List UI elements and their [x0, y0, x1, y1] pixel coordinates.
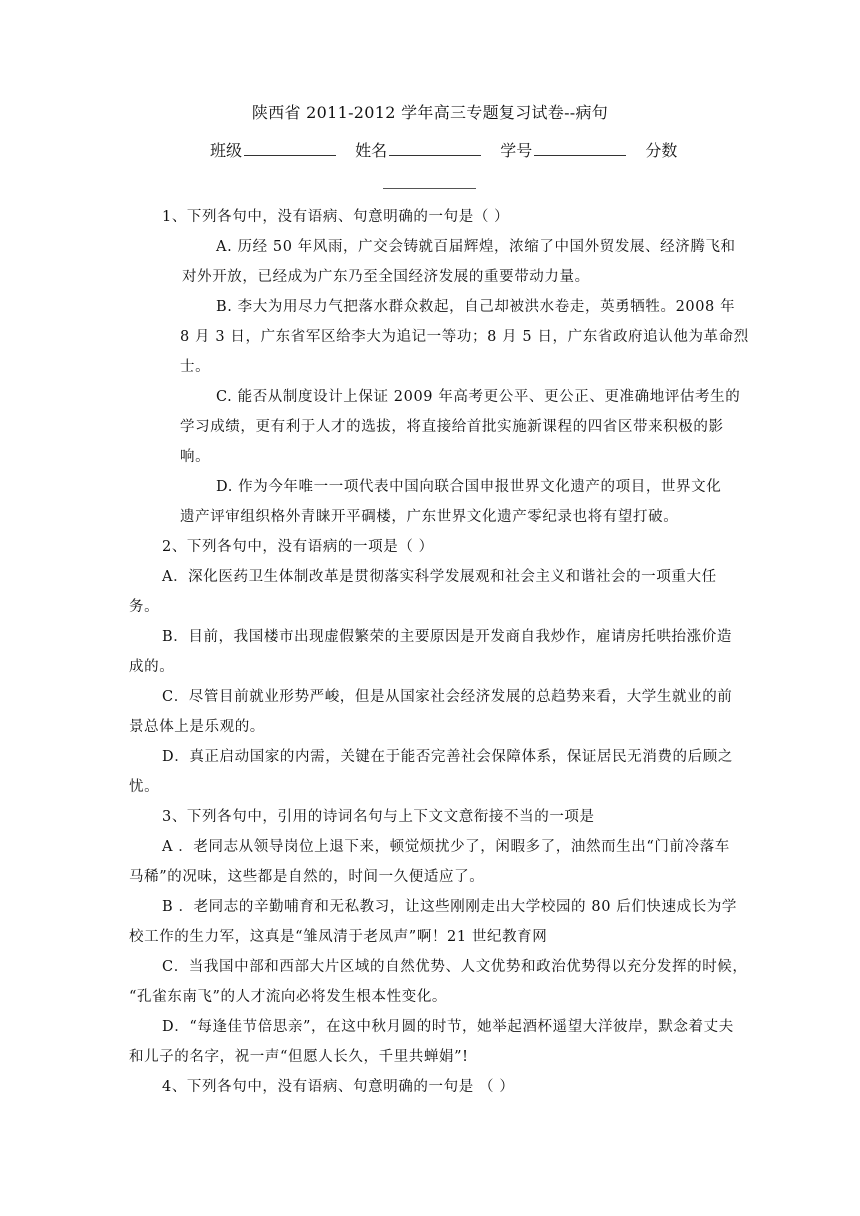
q3-option-d-line1: D．“每逢佳节倍思亲”，在这中秋月圆的时节，她举起酒杯遥望大洋彼岸，默念着丈夫 — [162, 1019, 734, 1035]
q3-option-a-line2: 马稀”的况味，这些都是自然的，时间一久便适应了。 — [129, 869, 485, 885]
q1-option-b-line3: 士。 — [180, 359, 211, 375]
q1-option-d-line2: 遗产评审组织格外青睐开平碉楼，广东世界文化遗产零纪录也将有望打破。 — [180, 509, 679, 525]
score-label: 分数 — [645, 141, 678, 160]
q2-option-a-line1: A．深化医药卫生体制改革是贯彻落实科学发展观和社会主义和谐社会的一项重大任 — [162, 569, 717, 585]
q2-option-d-line2: 忧。 — [129, 779, 160, 795]
name-blank — [389, 138, 481, 156]
number-blank — [534, 138, 626, 156]
q1-option-c-line1: C. 能否从制度设计上保证 2009 年高考更公平、更公正、更准确地评估考生的 — [216, 389, 741, 405]
q3-option-a-line1: A ．老同志从领导岗位上退下来，顿觉烦扰少了，闲暇多了，油然而生出“门前冷落车 — [162, 839, 730, 855]
class-blank — [244, 138, 336, 156]
q1-option-a-line1: A. 历经 50 年风雨，广交会铸就百届辉煌，浓缩了中国外贸发展、经济腾飞和 — [216, 239, 736, 255]
page-title: 陕西省 2011-2012 学年高三专题复习试卷--病句 — [251, 103, 609, 122]
q1-option-b-line1: B. 李大为用尽力气把落水群众救起，自己却被洪水卷走，英勇牺牲。2008 年 — [216, 299, 736, 315]
q2-option-b-line1: B．目前，我国楼市出现虚假繁荣的主要原因是开发商自我炒作，雇请房托哄抬涨价造 — [162, 629, 732, 645]
q1-stem: 1、下列各句中，没有语病、句意明确的一句是（ ） — [162, 209, 510, 225]
student-info-row — [210, 138, 679, 163]
score-blank — [383, 188, 476, 189]
q4-stem: 4、下列各句中，没有语病、句意明确的一句是 （ ） — [162, 1079, 515, 1095]
number-label: 学号 — [500, 141, 533, 160]
name-label: 姓名 — [355, 141, 388, 160]
q3-option-c-line1: C．当我国中部和西部大片区域的自然优势、人文优势和政治优势得以充分发挥的时候， — [162, 959, 748, 975]
q1-option-c-line2: 学习成绩，更有利于人才的选拔，将直接给首批实施新课程的四省区带来积极的影 — [180, 419, 724, 435]
q2-option-c-line1: C．尽管目前就业形势严峻，但是从国家社会经济发展的总趋势来看，大学生就业的前 — [162, 689, 733, 705]
q1-option-c-line3: 响。 — [180, 449, 211, 465]
q1-option-a-line2: 对外开放，已经成为广东乃至全国经济发展的重要带动力量。 — [182, 269, 590, 285]
class-label: 班级 — [210, 141, 243, 160]
q3-option-b-line1: B ．老同志的辛勤哺育和无私教习，让这些刚刚走出大学校园的 80 后们快速成长为学 — [162, 899, 738, 915]
q2-stem: 2、下列各句中，没有语病的一项是（ ） — [162, 539, 434, 555]
q3-option-d-line2: 和儿子的名字，祝一声“但愿人长久，千里共蝉娟”! — [129, 1049, 469, 1065]
q3-stem: 3、下列各句中，引用的诗词名句与上下文文意衔接不当的一项是 — [162, 809, 595, 825]
q2-option-b-line2: 成的。 — [129, 659, 175, 675]
q3-option-c-line2: “孔雀东南飞”的人才流向必将发生根本性变化。 — [129, 989, 448, 1005]
q3-option-b-line2: 校工作的生力军，这真是“雏凤清于老凤声”啊！21 世纪教育网 — [129, 929, 548, 945]
q1-option-d-line1: D. 作为今年唯一一项代表中国向联合国申报世界文化遗产的项目，世界文化 — [216, 479, 722, 495]
q2-option-a-line2: 务。 — [129, 599, 160, 615]
q1-option-b-line2: 8 月 3 日，广东省军区给李大为追记一等功；8 月 5 日，广东省政府追认他为革命烈 — [180, 329, 749, 345]
q2-option-d-line1: D．真正启动国家的内需，关键在于能否完善社会保障体系，保证居民无消费的后顾之 — [162, 749, 733, 765]
q2-option-c-line2: 景总体上是乐观的。 — [129, 719, 265, 735]
